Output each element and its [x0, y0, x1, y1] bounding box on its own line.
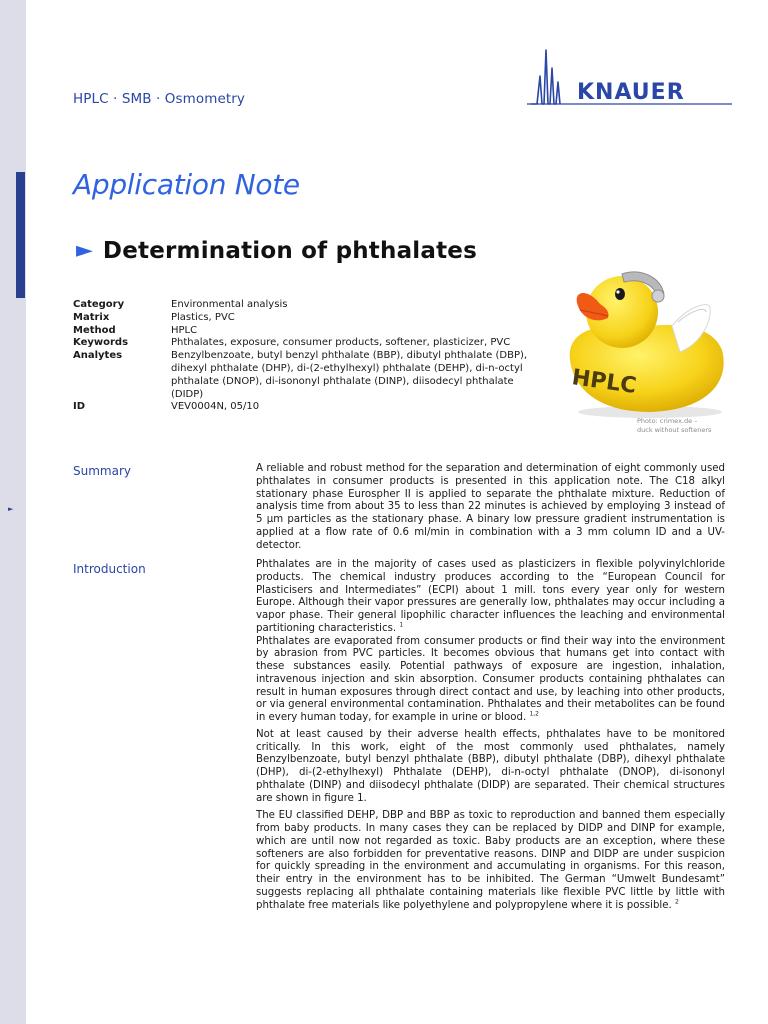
meta-row-id: [73, 401, 543, 414]
logo-wordmark: KNAUER: [577, 80, 685, 105]
meta-value: Plastics, PVC: [171, 311, 235, 323]
meta-value: Benzylbenzoate, butyl benzyl phthalate (BBP), dibutyl phthalate (DBP), dihexyl phthalate (DHP), di-(2-ethylhexyl) phthalate (DEHP), di-n-octyl phthalate (DNOP), di-isononyl phthalate (DINP), diisodecyl phthalate (DIDP): [171, 350, 528, 400]
meta-label: Keywords: [73, 337, 129, 349]
footnote-ref: 1: [399, 621, 404, 629]
footnote-ref: 2: [675, 898, 679, 906]
meta-label: Matrix: [73, 311, 110, 323]
paragraph-text: The EU classified DEHP, DBP and BBP as toxic to reproduction and banned them especially from baby products. In many cases they can be replaced by DIDP and DINP for example, which are until now not regarded as toxic. Baby products are an exception, where these softeners are also forbidden for preventative reasons. DINP and DIDP are under suspicion for quickly spreading in the environment and accumulating in organisms. For this reason, their entry in the environment has to be inhibited. The German “Umwelt Bundesamt” suggests replacing all phthalate containing materials like flexible PVC little by little with phthalate free materials like polyethylene and polypropylene where it is possible.: [256, 810, 725, 911]
meta-row-method: [73, 325, 543, 338]
rubber-duck-photo: [560, 260, 730, 420]
footnote-ref: 1,2: [529, 710, 539, 718]
title-arrow-icon: ►: [76, 238, 93, 263]
title-row: [76, 238, 477, 264]
introduction-body: [256, 559, 725, 916]
summary-body: [256, 463, 725, 556]
summary-heading: Summary: [73, 464, 131, 478]
meta-value: HPLC: [171, 324, 198, 336]
duck-label: HPLC: [570, 365, 638, 399]
knauer-logo: [527, 46, 732, 108]
meta-row-category: [73, 299, 543, 312]
introduction-paragraph: Not at least caused by their adverse health effects, phthalates have to be monitored critically. In this work, eight of the most commonly used phthalates, namely Benzylbenzoate, butyl benzyl phthalate (BBP), dibutyl phthalate (DBP), dihexyl phthalate (DHP), di-(2-ethylhexyl) Phthalate (DEHP), di-n-octyl phthalate (DNOP), di-isononyl phthalate (DINP) and diisodecyl phthalate (DIDP) are separated. Their chemical structures are shown in figure 1.: [256, 728, 725, 804]
photo-credit: [637, 417, 711, 435]
meta-row-analytes: [73, 350, 543, 401]
introduction-heading: Introduction: [73, 562, 146, 576]
meta-label: ID: [73, 401, 86, 413]
meta-label: Analytes: [73, 350, 123, 362]
meta-value: Environmental analysis: [171, 299, 288, 310]
page-title: Determination of phthalates: [102, 238, 477, 264]
photo-credit-line: duck without softeners: [637, 426, 712, 434]
paragraph-text: Phthalates are evaporated from consumer products or find their way into the environment by abrasion from PVC particles. It becomes obvious that humans get into contact with these substances easily. Potential pathways of exposure are ingestion, inhalation, intravenous injection and skin absorption. Consumer products containing phthalates can result in human exposures through direct contact and use, by leaching into other products, or via general environmental contamination. Phthalates and their metabolites can be found in every human today, for example in urine or blood.: [256, 635, 725, 723]
meta-label: Category: [73, 299, 125, 310]
margin-arrow-icon: ►: [8, 505, 14, 513]
introduction-paragraph: [256, 810, 725, 912]
meta-value: VEV0004N, 05/10: [171, 401, 260, 413]
summary-paragraph: A reliable and robust method for the separation and determination of eight commonly used phthalates in consumer products is presented in this application note. The C18 alkyl stationary phase Eurospher II is applied to separate the phthalate mixture. Reduction of analysis time from about 35 to less than 22 minutes is achieved by employing 3 instead of 5 µm particles as the stationary phase. A binary low pressure gradient instrumentation is applied at a flow rate of 0.6 ml/min in combination with a 3 mm column ID and a UV-detector.: [256, 463, 725, 551]
photo-credit-line: Photo: crimex.de –: [637, 417, 698, 425]
introduction-paragraph: [256, 559, 725, 636]
meta-row-matrix: [73, 312, 543, 325]
paragraph-text: Phthalates are in the majority of cases used as plasticizers in flexible polyvinylchloride products. The chemical industry produces according to the “European Council for Plasticisers and Intermediates” (ECPI) about 1 mill. tons every year only for western Europe. Although their vapor pressures are generally low, phthalates may occur including a vapor phase. Their general lipophilic character influences the leaching and environmental partitioning characteristics.: [256, 559, 725, 634]
introduction-paragraph: [256, 636, 725, 725]
header-tagline: HPLC · SMB · Osmometry: [73, 91, 246, 107]
meta-value: Phthalates, exposure, consumer products, softener, plasticizer, PVC: [171, 337, 511, 349]
document-type-heading: Application Note: [73, 168, 300, 201]
metadata-table: [73, 299, 543, 414]
meta-label: Method: [73, 324, 116, 336]
left-margin-marker: [16, 172, 25, 298]
rubber-duck-icon: [560, 260, 730, 420]
meta-row-keywords: [73, 337, 543, 350]
